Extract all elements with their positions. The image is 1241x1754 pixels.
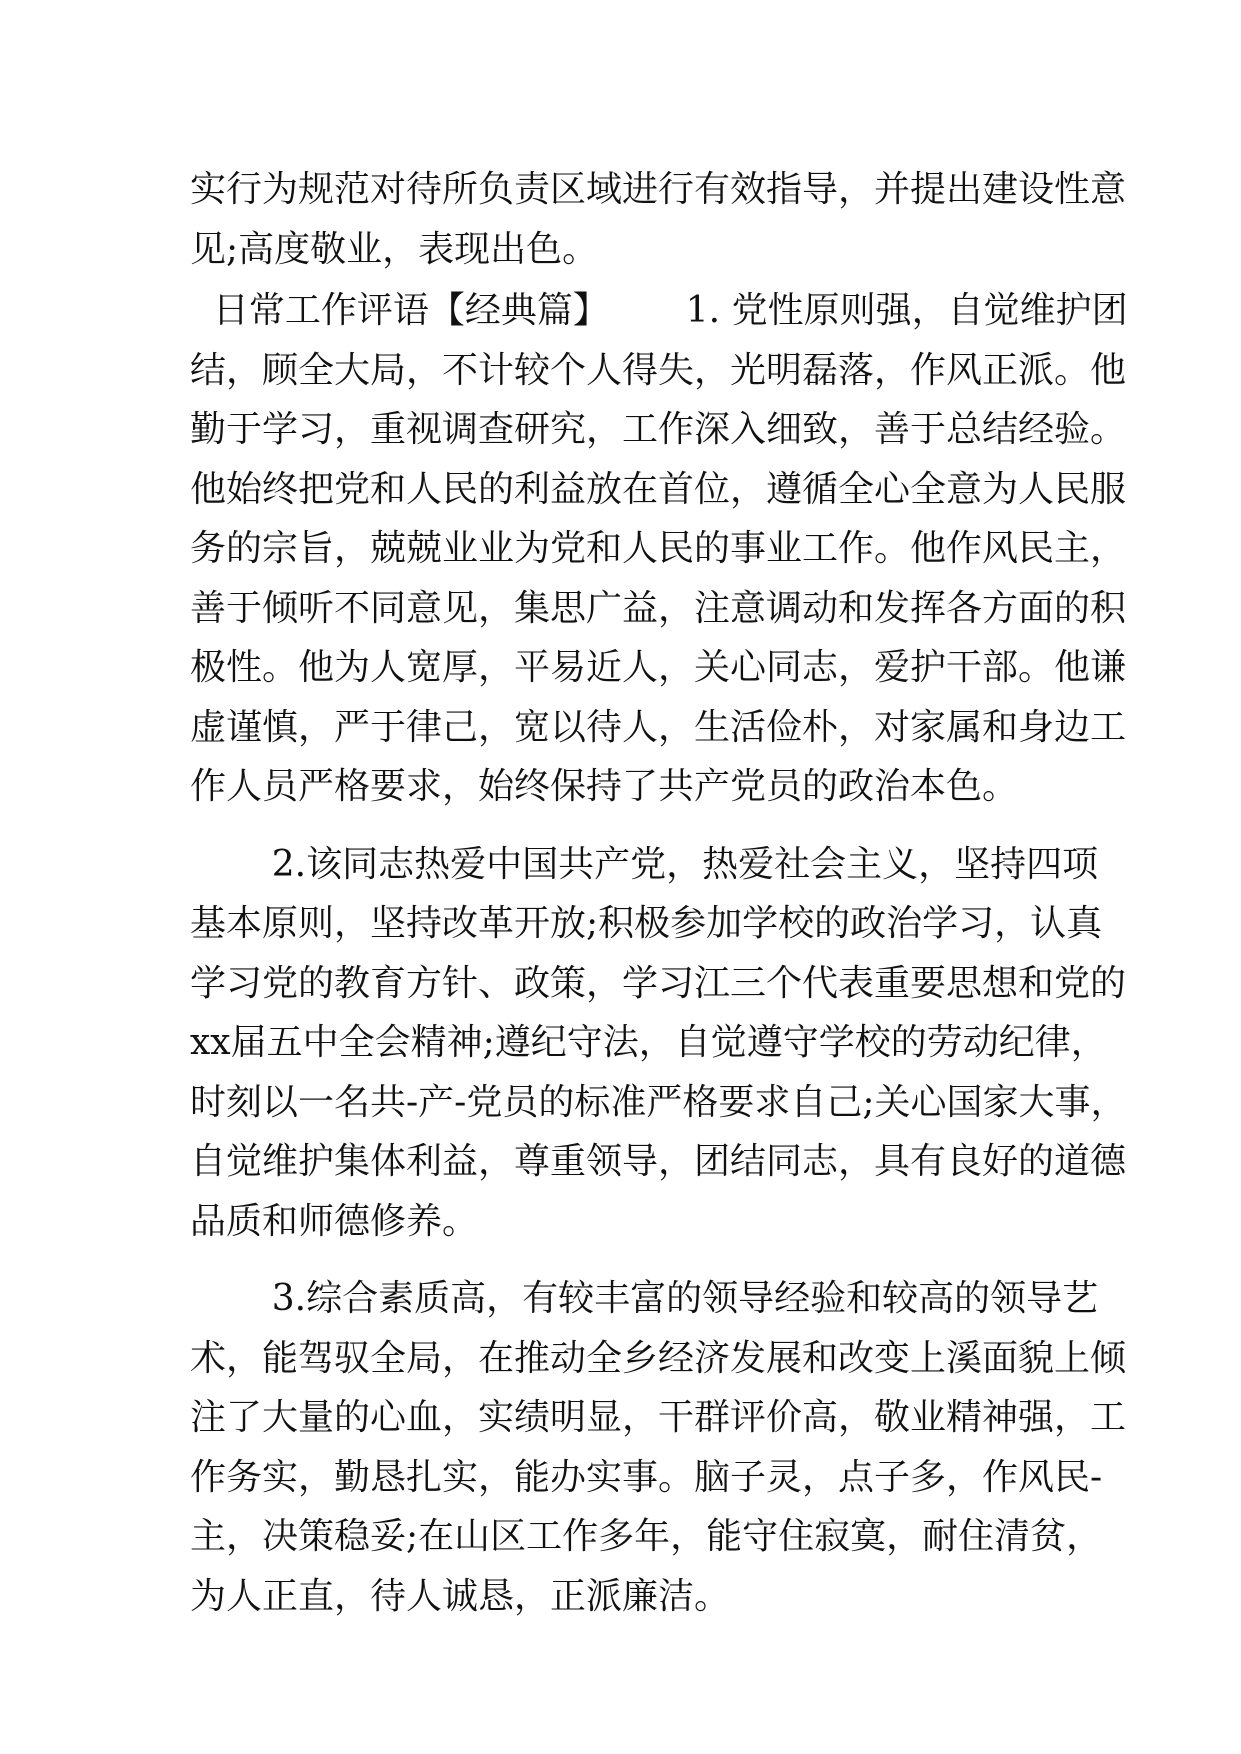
paragraph-1-heading-line: 日常工作评语【经典篇】 1. 党性原则强，自觉维护团 — [190, 290, 1128, 331]
text-line: 自觉维护集体利益，尊重领导，团结同志，具有良好的道德 — [190, 1141, 1127, 1182]
text-line: 实行为规范对待所负责区域进行有效指导，并提出建设性意 — [190, 169, 1127, 210]
text-line: 极性。他为人宽厚，平易近人，关心同志，爱护干部。他谦 — [190, 647, 1127, 688]
paragraph-gap — [190, 817, 1070, 835]
text-line: 为人正直，待人诚恳，正派廉洁。 — [190, 1575, 731, 1617]
text-line: xx届五中全会精神;遵纪守法，自觉遵守学校的劳动纪律， — [190, 1022, 1107, 1063]
text-line: 术，能驾驭全局，在推动全乡经济发展和改变上溪面貌上倾 — [190, 1337, 1127, 1379]
text-line: 见;高度敬业，表现出色。 — [190, 228, 599, 270]
text-line: 品质和师德修养。 — [190, 1200, 479, 1242]
text-line: 作务实，勤恳扎实，能办实事。脑子灵，点子多，作风民- — [190, 1456, 1103, 1498]
text-line: 时刻以一名共-产-党员的标准严格要求自己;关心国家大事， — [190, 1081, 1127, 1123]
text-line: 善于倾听不同意见，集思广益，注意调动和发挥各方面的积 — [190, 587, 1127, 629]
text-line: 注了大量的心血，实绩明显，干群评价高，敬业精神强，工 — [190, 1397, 1127, 1438]
text-line: 结，顾全大局，不计较个人得失，光明磊落，作风正派。他 — [190, 349, 1127, 391]
paragraph-3-first-line: 3.综合素质高，有较丰富的领导经验和较高的领导艺 — [190, 1278, 1099, 1319]
text-line: 作人员严格要求，始终保持了共产党员的政治本色。 — [190, 766, 1019, 807]
text-line: 基本原则，坚持改革开放;积极参加学校的政治学习，认真 — [190, 903, 1103, 944]
text-line: 务的宗旨，兢兢业业为党和人民的事业工作。他作风民主， — [190, 528, 1127, 569]
text-line: 他始终把党和人民的利益放在首位，遵循全心全意为人民服 — [190, 468, 1127, 510]
text-line: 勤于学习，重视调查研究，工作深入细致，善于总结经验。 — [190, 409, 1127, 450]
paragraph-gap — [190, 1251, 1070, 1269]
paragraph-2-first-line: 2.该同志热爱中国共产党，热爱社会主义，坚持四项 — [190, 843, 1099, 885]
text-line: 主，决策稳妥;在山区工作多年，能守住寂寞，耐住清贫， — [190, 1516, 1103, 1557]
text-line: 学习党的教育方针、政策，学习江三个代表重要思想和党的 — [190, 962, 1127, 1004]
text-line: 虚谨慎，严于律己，宽以待人，生活俭朴，对家属和身边工 — [190, 706, 1127, 748]
document-body — [190, 160, 1128, 1626]
